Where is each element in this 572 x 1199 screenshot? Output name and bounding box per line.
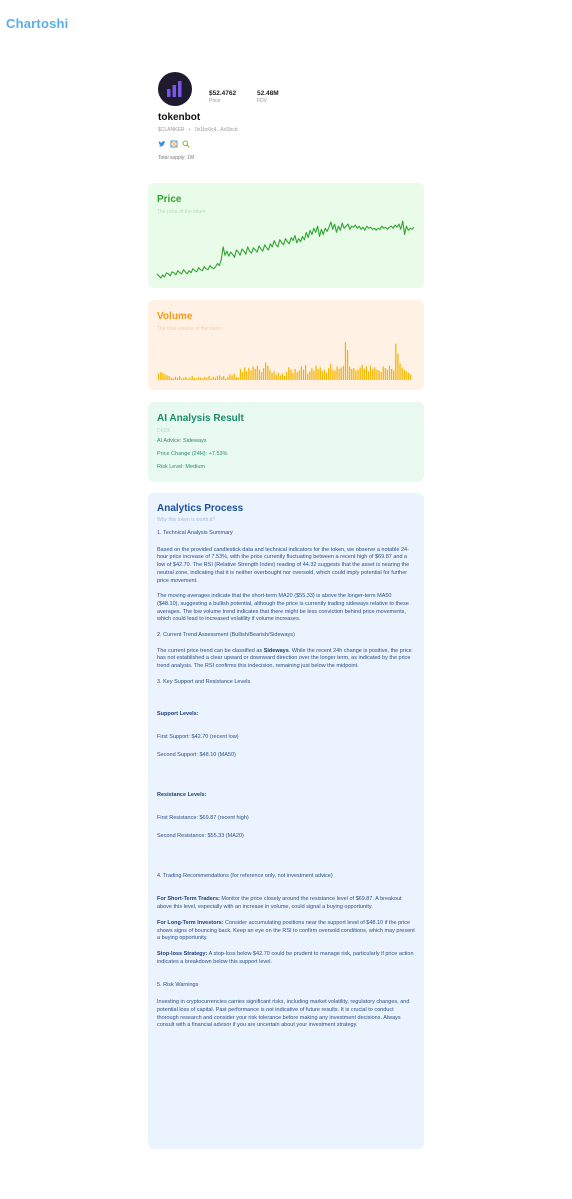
volume-bar bbox=[162, 373, 163, 380]
volume-bar bbox=[357, 370, 358, 380]
volume-bar bbox=[278, 373, 279, 380]
volume-bar bbox=[406, 371, 407, 380]
price-series-line bbox=[157, 221, 414, 278]
support-level: Second Support: $48.10 (MA50) bbox=[157, 751, 236, 758]
recommendation bbox=[157, 951, 415, 966]
volume-bar bbox=[328, 368, 329, 380]
volume-bar bbox=[288, 367, 289, 380]
volume-bar bbox=[320, 367, 321, 380]
volume-bar bbox=[213, 377, 214, 380]
volume-bar bbox=[301, 367, 302, 380]
volume-bar bbox=[292, 373, 293, 380]
volume-bar bbox=[351, 369, 352, 380]
volume-bar bbox=[336, 367, 337, 380]
volume-bar bbox=[299, 371, 300, 381]
volume-bar bbox=[263, 368, 264, 380]
volume-bar bbox=[387, 370, 388, 380]
price-label: Price bbox=[209, 98, 221, 104]
support-level: First Support: $42.70 (recent low) bbox=[157, 734, 239, 741]
volume-bar bbox=[166, 375, 167, 380]
volume-bar bbox=[175, 377, 176, 380]
volume-bar bbox=[227, 377, 228, 380]
ai-risk-level: Risk Level: Medium bbox=[157, 464, 205, 470]
section-heading: 2. Current Trend Assessment (Bullish/Bearish/Sideways) bbox=[157, 632, 295, 639]
volume-bar bbox=[404, 370, 405, 380]
brand-logo-text[interactable]: Chartoshi bbox=[6, 16, 69, 31]
price-card-title: Price bbox=[157, 194, 182, 205]
ai-symbol: DKDK bbox=[157, 428, 171, 434]
volume-bar bbox=[376, 370, 377, 380]
volume-bar bbox=[389, 366, 390, 380]
price-card-subtitle: The price of the token bbox=[157, 209, 206, 215]
support-title-text: Support Levels: bbox=[157, 710, 199, 717]
volume-bar bbox=[318, 369, 319, 380]
volume-bar bbox=[368, 371, 369, 380]
recommendation-label: For Long-Term Investors: bbox=[157, 919, 224, 926]
volume-bar bbox=[339, 369, 340, 380]
recommendation-text: Monitor the price closely around the resistance level of $69.87. A breakout above this level, especially with an increase in volume, could signal a buying opportunity. bbox=[157, 896, 402, 911]
volume-bar bbox=[313, 371, 314, 381]
volume-bar bbox=[273, 371, 274, 380]
volume-bar bbox=[248, 368, 249, 380]
price-chart[interactable] bbox=[148, 183, 424, 288]
fdv-label: FDV bbox=[257, 98, 267, 104]
volume-bar bbox=[206, 378, 207, 380]
emphasis: Sideways bbox=[263, 647, 289, 654]
token-ticker: $CLANKER bbox=[158, 127, 185, 133]
volume-bar bbox=[208, 376, 209, 380]
volume-bar bbox=[225, 378, 226, 380]
volume-bar bbox=[372, 369, 373, 380]
search-icon[interactable] bbox=[182, 140, 190, 148]
paragraph: Based on the provided candlestick data and technical indicators for the token, we observe a notable 24-hour price increase of 7.53%, with the price currently fluctuating between a recent high of $69.87 and a low of $42.70. The RSI (Relative Strength Index) reading of 44.32 suggests that the asset is nearing the neutral zone, indicating that it is neither overbought nor oversold, which could imply potential for further price movement. bbox=[157, 546, 410, 584]
volume-bar bbox=[271, 373, 272, 380]
volume-bar bbox=[173, 378, 174, 380]
volume-bar bbox=[307, 374, 308, 380]
token-logo bbox=[158, 72, 192, 106]
volume-bar bbox=[395, 344, 396, 380]
price-stat bbox=[209, 90, 236, 104]
token-ticker-address bbox=[158, 127, 237, 133]
volume-bar bbox=[221, 377, 222, 380]
volume-bar bbox=[322, 371, 323, 380]
fdv-stat bbox=[257, 90, 279, 104]
volume-bar bbox=[204, 377, 205, 380]
volume-bar bbox=[252, 367, 253, 380]
analytics-body bbox=[157, 530, 415, 1030]
volume-bar bbox=[160, 372, 161, 380]
volume-bar bbox=[231, 375, 232, 380]
ai-analysis-card bbox=[148, 402, 424, 482]
volume-bar bbox=[353, 368, 354, 380]
ai-price-change: Price Change (24H): +7.53% bbox=[157, 451, 228, 457]
volume-bar bbox=[410, 374, 411, 380]
volume-bar bbox=[381, 372, 382, 380]
recommendation-text: Consider accumulating positions near the support level of $48.10 if the price shows signs of bouncing back. Keep an eye on the RSI to confirm oversold conditions, which may present a buying opportunity. bbox=[157, 919, 415, 942]
recommendation bbox=[157, 896, 415, 911]
volume-bar bbox=[284, 376, 285, 380]
volume-bar bbox=[309, 371, 310, 380]
volume-bar bbox=[169, 376, 170, 380]
volume-bar bbox=[341, 367, 342, 380]
volume-bar bbox=[282, 374, 283, 380]
volume-bar bbox=[269, 370, 270, 380]
volume-bar bbox=[236, 377, 237, 380]
volume-bar bbox=[294, 369, 295, 380]
text: The current price trend can be classified as bbox=[157, 647, 264, 654]
volume-bar bbox=[362, 365, 363, 380]
volume-bar bbox=[244, 367, 245, 380]
paragraph: The moving averages indicate that the short-term MA20 ($55.33) is above the longer-term MA50 ($48.10), suggesting a bullish potential, although the price is currently trading sideways relative to these averages. The low volume trend indicates that there might be less conviction behind price movements, which could lead to increased volatility if volume increases. bbox=[157, 593, 409, 623]
volume-bar bbox=[290, 370, 291, 380]
price-card bbox=[148, 183, 424, 288]
resistance-level: Second Resistance: $55.33 (MA20) bbox=[157, 833, 244, 840]
volume-bar bbox=[286, 372, 287, 380]
volume-bar bbox=[364, 369, 365, 380]
twitter-icon[interactable] bbox=[158, 140, 166, 148]
volume-bar bbox=[374, 367, 375, 380]
volume-bar bbox=[238, 378, 239, 380]
analytics-title: Analytics Process bbox=[157, 503, 244, 514]
volume-bar bbox=[391, 369, 392, 380]
volume-bar bbox=[158, 374, 159, 380]
volume-bar bbox=[393, 371, 394, 381]
recommendation-label: Stop-loss Strategy: bbox=[157, 950, 208, 957]
volume-bar bbox=[196, 378, 197, 380]
volume-bar bbox=[200, 378, 201, 380]
volume-bar bbox=[261, 372, 262, 380]
volume-bar bbox=[259, 370, 260, 380]
resistance-title bbox=[157, 792, 415, 800]
volume-bar bbox=[408, 373, 409, 380]
volume-bar bbox=[334, 371, 335, 381]
volume-bar bbox=[355, 371, 356, 381]
support-title bbox=[157, 711, 415, 719]
volume-bar bbox=[326, 373, 327, 380]
volume-bar bbox=[360, 367, 361, 380]
volume-bar bbox=[202, 378, 203, 380]
text: . While the recent 24h change is positive, the price has not established a clear upward or downward direction over the longer term, as indicated by the price trend analysis. The RSI confirms this indecision, remaining just below the midpoint. bbox=[157, 647, 412, 670]
volume-bar bbox=[183, 378, 184, 380]
volume-bar bbox=[177, 378, 178, 380]
recommendation bbox=[157, 920, 415, 943]
ai-analysis-title: AI Analysis Result bbox=[157, 413, 244, 424]
volume-bar bbox=[347, 350, 348, 380]
volume-bar bbox=[187, 378, 188, 380]
volume-bar bbox=[383, 367, 384, 380]
volume-bar bbox=[189, 378, 190, 380]
volume-bar bbox=[234, 374, 235, 380]
token-name: tokenbot bbox=[158, 112, 201, 123]
paragraph: Investing in cryptocurrencies carries significant risks, including market volatility, regulatory changes, and potential loss of capital. Past performance is not indicative of future results. It is crucial to conduct thorough research and consider your risk tolerance before making any investment decisions. Always consult with a financial advisor if you are uncertain about your investment strategy. bbox=[157, 999, 410, 1029]
volume-bar bbox=[210, 378, 211, 380]
volume-bar bbox=[267, 366, 268, 380]
volume-bar bbox=[181, 378, 182, 380]
volume-bar bbox=[219, 375, 220, 380]
volume-bar bbox=[297, 372, 298, 380]
volume-card-title: Volume bbox=[157, 311, 193, 322]
section-heading: 3. Key Support and Resistance Levels bbox=[157, 678, 251, 685]
fdv-value: 52.48M bbox=[257, 90, 279, 97]
section-heading: 1. Technical Analysis Summary bbox=[157, 530, 233, 536]
volume-bar bbox=[240, 369, 241, 380]
resistance-title-text: Resistance Levels: bbox=[157, 791, 207, 798]
volume-bar bbox=[378, 371, 379, 381]
volume-bar bbox=[198, 377, 199, 380]
volume-bar bbox=[242, 372, 243, 380]
website-icon[interactable] bbox=[170, 140, 178, 148]
volume-bar bbox=[179, 376, 180, 380]
volume-bar bbox=[305, 365, 306, 380]
volume-bar bbox=[311, 368, 312, 380]
volume-bar bbox=[397, 354, 398, 380]
volume-bar bbox=[324, 370, 325, 380]
section-heading: 4. Trading Recommendations (for reference only, not investment advice) bbox=[157, 872, 333, 879]
volume-bar bbox=[185, 377, 186, 380]
volume-bar bbox=[303, 370, 304, 380]
volume-bar bbox=[246, 371, 247, 380]
volume-bar bbox=[385, 368, 386, 380]
recommendation-label: For Short-Term Traders: bbox=[157, 896, 220, 903]
volume-chart[interactable] bbox=[148, 300, 424, 390]
token-address[interactable]: 0x1bc0c4...Ad1bcb bbox=[194, 127, 238, 133]
price-value: $52.4762 bbox=[209, 90, 237, 97]
volume-bar bbox=[164, 374, 165, 380]
analytics-subtitle: Why this token is worth it? bbox=[157, 517, 216, 523]
social-links bbox=[158, 140, 190, 148]
section-heading: 5. Risk Warnings bbox=[157, 982, 199, 989]
token-logo-icon bbox=[158, 72, 192, 106]
volume-bar bbox=[192, 376, 193, 380]
volume-bar bbox=[366, 367, 367, 380]
volume-bar bbox=[315, 366, 316, 380]
volume-bar bbox=[399, 363, 400, 380]
volume-bar bbox=[217, 376, 218, 380]
recommendation-text: A stop-loss below $42.70 could be prudent to manage risk, particularly if price action indicates a breakdown below this support level. bbox=[157, 950, 414, 965]
resistance-level: First Resistance: $69.87 (recent high) bbox=[157, 815, 249, 822]
volume-bar bbox=[280, 375, 281, 380]
volume-bar bbox=[257, 366, 258, 380]
volume-bar bbox=[223, 376, 224, 380]
volume-bar bbox=[194, 378, 195, 380]
volume-bar bbox=[330, 364, 331, 380]
total-supply: Total supply: 1M bbox=[158, 155, 195, 161]
volume-bar bbox=[402, 367, 403, 380]
volume-bar bbox=[370, 366, 371, 380]
volume-bar bbox=[349, 367, 350, 380]
volume-bar bbox=[171, 378, 172, 380]
volume-card bbox=[148, 300, 424, 390]
volume-bar bbox=[255, 369, 256, 380]
analytics-card bbox=[148, 493, 424, 1149]
volume-bar bbox=[332, 370, 333, 380]
volume-bar bbox=[343, 366, 344, 380]
paragraph bbox=[157, 648, 415, 671]
volume-bar bbox=[215, 378, 216, 380]
volume-card-subtitle: The total volume of the token bbox=[157, 326, 222, 332]
volume-bar bbox=[265, 363, 266, 380]
volume-bar bbox=[250, 371, 251, 381]
volume-bar bbox=[276, 374, 277, 380]
separator: • bbox=[188, 127, 191, 133]
volume-bar bbox=[345, 342, 346, 380]
ai-advice: AI Advice: Sideways bbox=[157, 438, 207, 444]
volume-bar bbox=[229, 374, 230, 380]
